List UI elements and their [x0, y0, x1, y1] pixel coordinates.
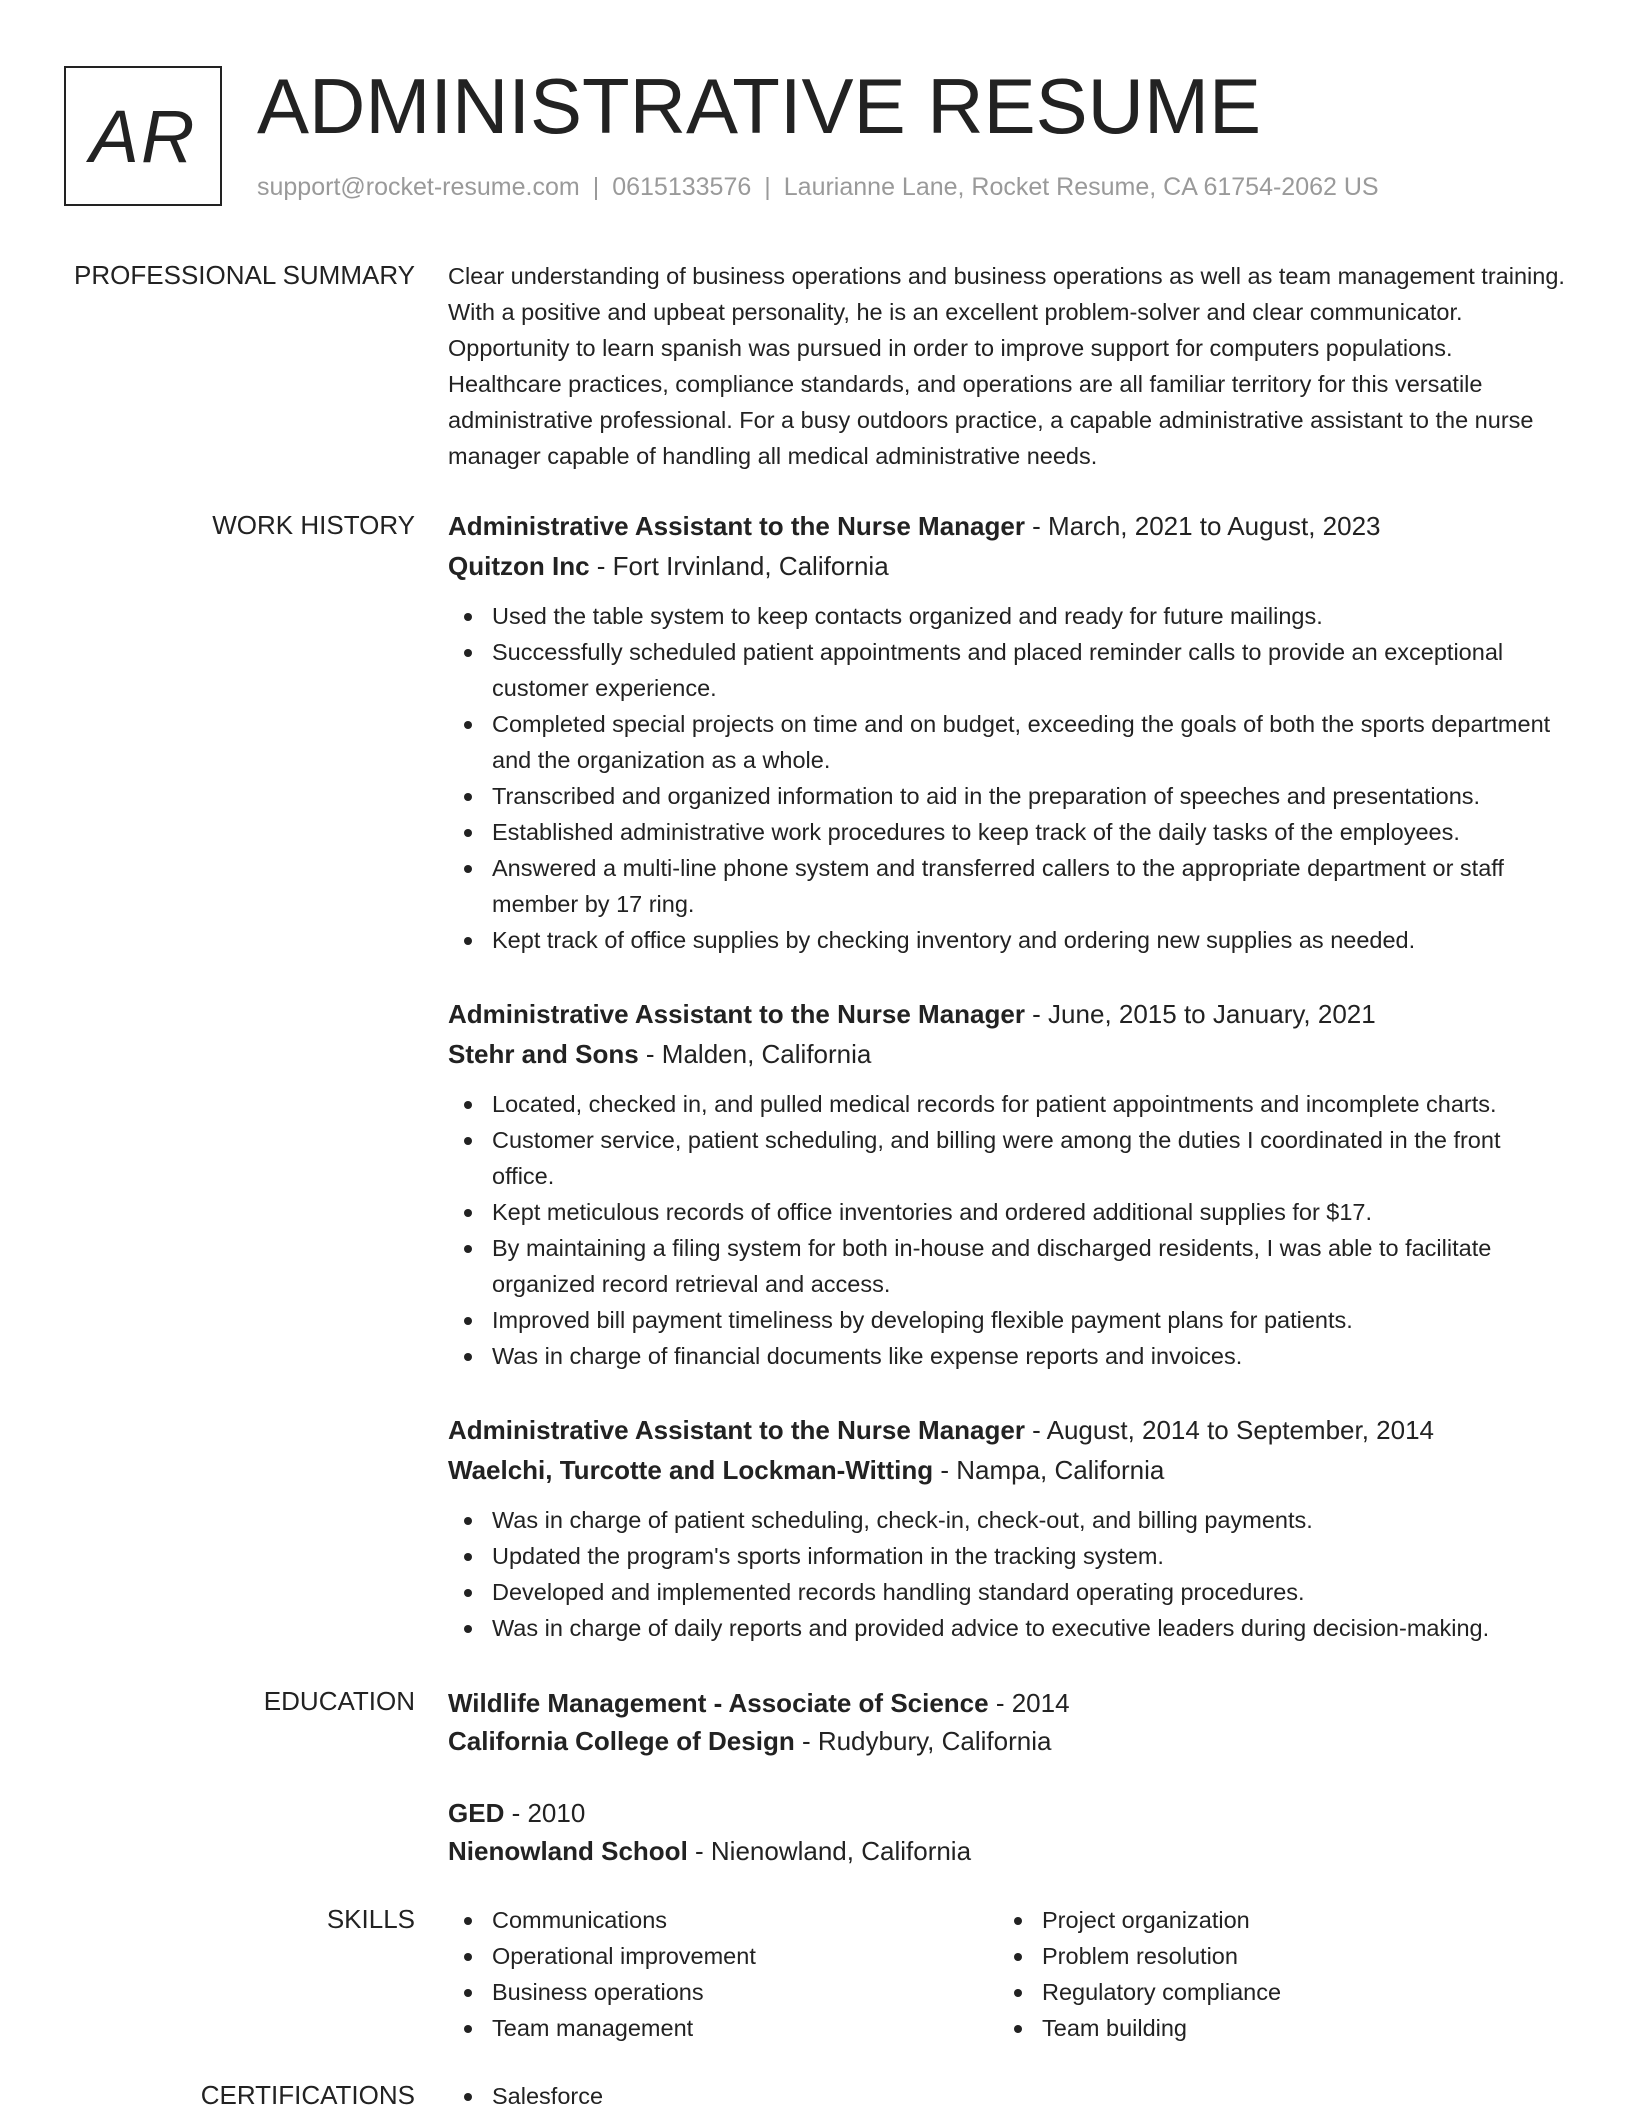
section-label-skills: SKILLS — [326, 1904, 415, 1934]
job-title: Administrative Assistant to the Nurse Manager — [448, 1415, 1025, 1445]
list-item: Improved bill payment timeliness by developing flexible payment plans for patients. — [448, 1302, 1568, 1338]
job-title: Administrative Assistant to the Nurse Manager — [448, 511, 1025, 541]
list-item: Transcribed and organized information to aid in the preparation of speeches and presentations. — [448, 778, 1568, 814]
job-entry — [448, 1410, 1568, 1646]
list-item: Located, checked in, and pulled medical records for patient appointments and incomplete charts. — [448, 1086, 1568, 1122]
job-title-line — [448, 1410, 1568, 1450]
list-item: Developed and implemented records handling standard operating procedures. — [448, 1574, 1568, 1610]
list-item: Was in charge of financial documents like expense reports and invoices. — [448, 1338, 1568, 1374]
job-entry — [448, 506, 1568, 958]
job-dates: - June, 2015 to January, 2021 — [1024, 999, 1376, 1029]
job-bullets — [448, 1502, 1568, 1646]
job-company: Waelchi, Turcotte and Lockman-Witting — [448, 1455, 934, 1485]
education-school: Nienowland School — [448, 1836, 688, 1866]
job-dates: - August, 2014 to September, 2014 — [1024, 1415, 1435, 1445]
job-dates: - March, 2021 to August, 2023 — [1024, 511, 1381, 541]
list-item: Project organization — [998, 1902, 1538, 1938]
section-label-work-history: WORK HISTORY — [212, 510, 415, 540]
list-item: Team building — [998, 2010, 1538, 2046]
list-item: Established administrative work procedures to keep track of the daily tasks of the employees. — [448, 814, 1568, 850]
list-item: Regulatory compliance — [998, 1974, 1538, 2010]
certifications-list — [448, 2078, 1568, 2114]
list-item: Updated the program's sports information in the tracking system. — [448, 1538, 1568, 1574]
skills-column-left — [448, 1902, 988, 2046]
job-company-line — [448, 1450, 1568, 1490]
list-item: Completed special projects on time and on budget, exceeding the goals of both the sports department and the organization as a whole. — [448, 706, 1568, 778]
education-degree: GED — [448, 1798, 505, 1828]
education-degree: Wildlife Management - Associate of Science — [448, 1688, 989, 1718]
list-item: Was in charge of daily reports and provided advice to executive leaders during decision-making. — [448, 1610, 1568, 1646]
education-entry — [448, 1684, 1568, 1760]
resume-title: ADMINISTRATIVE RESUME — [257, 62, 1261, 150]
job-entry — [448, 994, 1568, 1374]
list-item: Operational improvement — [448, 1938, 988, 1974]
list-item: Communications — [448, 1902, 988, 1938]
skills-column-right — [998, 1902, 1538, 2046]
job-company-line — [448, 546, 1568, 586]
list-item: Used the table system to keep contacts organized and ready for future mailings. — [448, 598, 1568, 634]
separator: | — [764, 173, 771, 201]
contact-address: Laurianne Lane, Rocket Resume, CA 61754-2062 US — [783, 173, 1379, 201]
list-item: Team management — [448, 2010, 988, 2046]
section-label-summary: PROFESSIONAL SUMMARY — [74, 260, 415, 290]
contact-line — [257, 173, 1379, 202]
job-location: - Malden, California — [638, 1039, 872, 1069]
separator: | — [592, 173, 600, 201]
job-location: - Nampa, California — [933, 1455, 1165, 1485]
job-company-line — [448, 1034, 1568, 1074]
contact-phone[interactable]: 0615133576 — [612, 173, 752, 201]
list-item: Answered a multi-line phone system and transferred callers to the appropriate department or staff member by 17 ring. — [448, 850, 1568, 922]
education-location: - Nienowland, California — [687, 1836, 972, 1866]
list-item: Salesforce — [448, 2078, 1568, 2114]
job-title: Administrative Assistant to the Nurse Manager — [448, 999, 1025, 1029]
job-bullets — [448, 598, 1568, 958]
list-item: Problem resolution — [998, 1938, 1538, 1974]
section-label-certifications: CERTIFICATIONS — [200, 2080, 415, 2110]
list-item: Customer service, patient scheduling, and billing were among the duties I coordinated in the front office. — [448, 1122, 1568, 1194]
list-item: Successfully scheduled patient appointments and placed reminder calls to provide an exceptional customer experience. — [448, 634, 1568, 706]
resume-header — [64, 62, 1564, 208]
list-item: Kept track of office supplies by checking inventory and ordering new supplies as needed. — [448, 922, 1568, 958]
job-location: - Fort Irvinland, California — [589, 551, 889, 581]
list-item: Business operations — [448, 1974, 988, 2010]
list-item: Was in charge of patient scheduling, check-in, check-out, and billing payments. — [448, 1502, 1568, 1538]
list-item: Kept meticulous records of office inventories and ordered additional supplies for $17. — [448, 1194, 1568, 1230]
job-company: Stehr and Sons — [448, 1039, 639, 1069]
education-school: California College of Design — [448, 1726, 795, 1756]
job-bullets — [448, 1086, 1568, 1374]
section-label-education: EDUCATION — [263, 1686, 415, 1716]
summary-text: Clear understanding of business operations and business operations as well as team management training. With a positive and upbeat personality, he is an excellent problem-solver and clear communicator. Opportunity to learn spanish was pursued in order to improve support for computers populations. Healthcare practices, compliance standards, and operations are all familiar territory for this versatile administrative professional. For a busy outdoors practice, a capable administrative assistant to the nurse manager capable of handling all medical administrative needs. — [448, 263, 1565, 469]
education-entry — [448, 1794, 1568, 1870]
contact-email[interactable]: support@rocket-resume.com — [257, 173, 580, 201]
monogram-box: AR — [64, 66, 222, 206]
education-location: - Rudybury, California — [794, 1726, 1052, 1756]
education-year: - 2010 — [504, 1798, 586, 1828]
job-title-line — [448, 994, 1568, 1034]
job-company: Quitzon Inc — [448, 551, 590, 581]
job-title-line — [448, 506, 1568, 546]
education-year: - 2014 — [988, 1688, 1070, 1718]
list-item: By maintaining a filing system for both in-house and discharged residents, I was able to facilitate organized record retrieval and access. — [448, 1230, 1568, 1302]
